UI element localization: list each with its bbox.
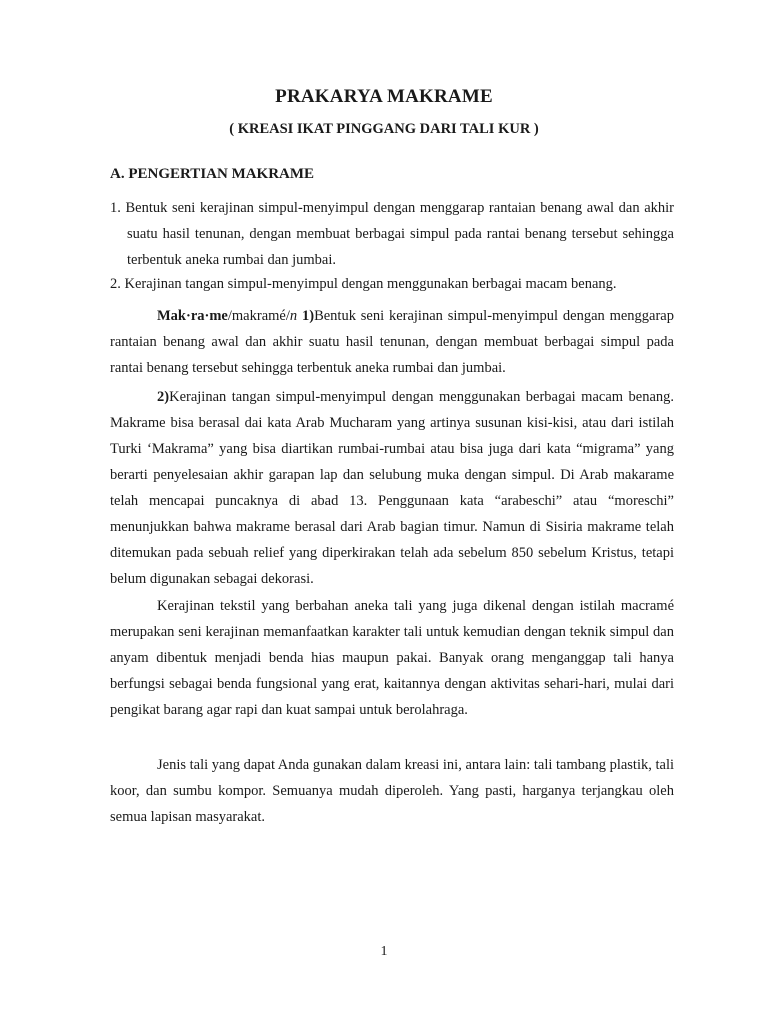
section-heading: A. PENGERTIAN MAKRAME [110, 166, 315, 182]
list-item-1 [110, 195, 674, 273]
sense-number: 1) [301, 308, 315, 324]
sense-number: 2) [157, 389, 170, 405]
dictionary-variant: /makramé/ [227, 308, 290, 324]
definition-paragraph-1 [110, 303, 674, 381]
definition-text: Kerajinan tangan simpul-menyimpul dengan menggunakan berbagai macam benang. Makrame bisa berasal dai kata Arab Mucharam yang artinya susunan kisi-kisi, atau dari istilah Turki ‘Makrama” yang bisa diartikan rumbai-rumbai atau bisa juga dari kata “migrama” yang berarti penyelesaian akhir garapan lap dan selubung muka dengan simpul. Di Arab makarame telah mencapai puncaknya di abad 13. Penggunaan kata “arabeschi” atau “moreschi” menunjukkan bahwa makrame berasal dari Arab bagian timur. Namun di Sisiria makrame telah ditemukan pada sebuah relief yang diperkirakan telah ada sebelum 850 sebelum Kristus, tetapi belum digunakan sebagai dekorasi. [110, 389, 674, 587]
document-title: PRAKARYA MAKRAME [275, 86, 493, 107]
list-item-number: 1. [110, 200, 121, 216]
part-of-speech: n [289, 308, 298, 324]
page-number: 1 [380, 944, 388, 959]
list-item-number: 2. [110, 276, 121, 292]
definition-paragraph-2 [110, 384, 674, 592]
list-item-text: Bentuk seni kerajinan simpul-menyimpul dengan menggarap rantaian benang awal dan akhir suatu hasil tenunan, dengan membuat berbagai simpul pada rantai benang tersebut sehingga terbentuk aneka rumbai dan jumbai. [125, 200, 675, 268]
dictionary-headword: Mak·ra·me [157, 308, 228, 324]
body-paragraph-4: Jenis tali yang dapat Anda gunakan dalam kreasi ini, antara lain: tali tambang plastik, tali koor, dan sumbu kompor. Semuanya mudah diperoleh. Yang pasti, harganya terjangkau oleh semua lapisan masyarakat. [110, 757, 675, 825]
list-item-2 [110, 271, 674, 297]
list-item-text: Kerajinan tangan simpul-menyimpul dengan menggunakan berbagai macam benang. [124, 276, 617, 292]
document-subtitle: ( KREASI IKAT PINGGANG DARI TALI KUR ) [229, 121, 539, 137]
body-paragraph-3: Kerajinan tekstil yang berbahan aneka tali yang juga dikenal dengan istilah macramé merupakan seni kerajinan memanfaatkan karakter tali untuk kemudian dengan teknik simpul dan anyam dibentuk menjadi benda hias maupun pakai. Banyak orang menganggap tali hanya berfungsi sebagai benda fungsional yang erat, kaitannya dengan aktivitas sehari-hari, mulai dari pengikat barang agar rapi dan kuat sampai untuk berolahraga. [110, 598, 674, 718]
definition-text: Bentuk seni kerajinan simpul-menyimpul dengan menggarap rantaian benang awal dan akhir suatu hasil tenunan, dengan membuat berbagai simpul pada rantai benang tersebut sehingga terbentuk aneka rumbai dan jumbai. [110, 308, 674, 376]
